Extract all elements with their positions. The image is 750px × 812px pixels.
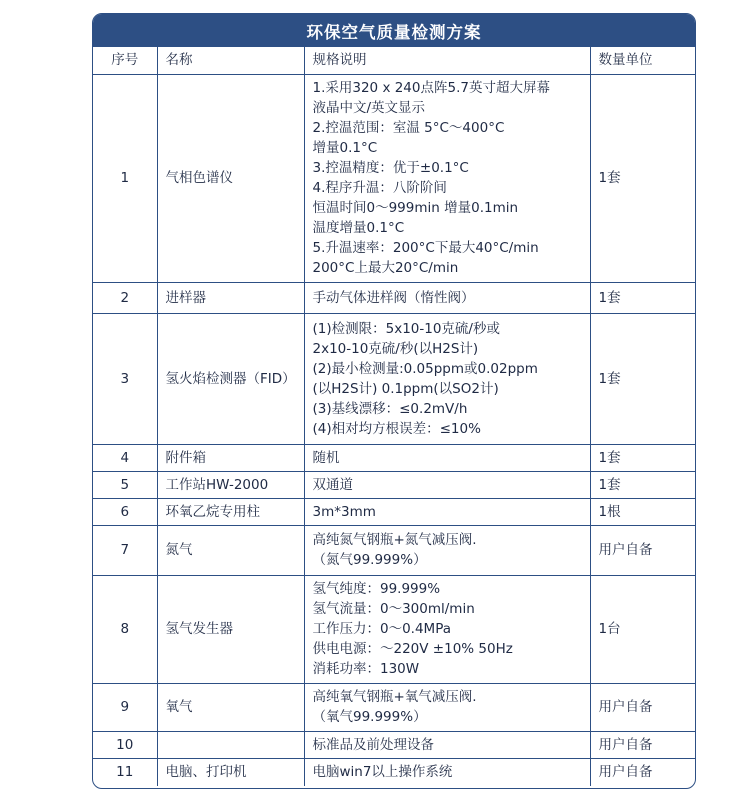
table-row [93,282,695,313]
row-quantity: 1套 [590,471,695,498]
row-name: 附件箱 [157,444,304,471]
table-row [93,74,695,282]
row-quantity: 用户自备 [590,731,695,758]
row-name: 氢火焰检测器（FID） [157,313,304,444]
row-number: 9 [93,683,157,731]
table-row [93,683,695,731]
equipment-table-card [92,13,696,789]
row-name: 电脑、打印机 [157,758,304,786]
row-quantity: 1根 [590,498,695,525]
row-number: 3 [93,313,157,444]
row-name: 工作站HW-2000 [157,471,304,498]
row-number: 6 [93,498,157,525]
row-spec: 随机 [304,444,590,471]
row-number: 4 [93,444,157,471]
row-name: 氢气发生器 [157,575,304,683]
row-number: 10 [93,731,157,758]
table-row [93,313,695,444]
row-spec: 1.采用320 x 240点阵5.7英寸超大屏幕 液晶中文/英文显示 2.控温范围：室温 5°C～400°C 增量0.1°C 3.控温精度：优于±0.1°C 4.程序升温：八阶阶间 恒温时间0～999min 增量0.1min 温度增量0.1°C 5.升温速率：200°C下最大40°C/min 200°C上最大20°C/min [304,74,590,282]
row-spec: 电脑win7以上操作系统 [304,758,590,786]
equipment-table [93,47,695,786]
row-name: 氮气 [157,525,304,575]
row-number: 2 [93,282,157,313]
row-name: 进样器 [157,282,304,313]
row-quantity: 1套 [590,74,695,282]
row-quantity: 用户自备 [590,525,695,575]
row-spec: 高纯氮气钢瓶+氮气减压阀. （氮气99.999%） [304,525,590,575]
row-number: 8 [93,575,157,683]
row-quantity: 1台 [590,575,695,683]
table-row [93,525,695,575]
row-spec: (1)检测限：5x10-10克硫/秒或 2x10-10克硫/秒(以H2S计) (2)最小检测量:0.05ppm或0.02ppm (以H2S计) 0.1ppm(以SO2计) (3)基线漂移：≤0.2mV/h (4)相对均方根误差：≤10% [304,313,590,444]
header-name: 名称 [157,47,304,74]
row-name: 氧气 [157,683,304,731]
header-spec: 规格说明 [304,47,590,74]
row-name [157,731,304,758]
header-quantity: 数量单位 [590,47,695,74]
row-spec: 标准品及前处理设备 [304,731,590,758]
table-title: 环保空气质量检测方案 [93,14,695,47]
table-row [93,498,695,525]
table-row [93,731,695,758]
row-spec: 高纯氧气钢瓶+氧气减压阀. （氧气99.999%） [304,683,590,731]
row-quantity: 1套 [590,282,695,313]
row-quantity: 用户自备 [590,758,695,786]
row-spec: 3m*3mm [304,498,590,525]
table-row [93,444,695,471]
row-spec: 氢气纯度：99.999% 氢气流量：0～300ml/min 工作压力：0～0.4MPa 供电电源：～220V ±10% 50Hz 消耗功率：130W [304,575,590,683]
table-row [93,575,695,683]
table-row [93,471,695,498]
row-number: 5 [93,471,157,498]
row-number: 1 [93,74,157,282]
table-row [93,758,695,786]
row-spec: 双通道 [304,471,590,498]
row-number: 11 [93,758,157,786]
row-spec: 手动气体进样阀（惰性阀） [304,282,590,313]
row-name: 气相色谱仪 [157,74,304,282]
row-quantity: 1套 [590,313,695,444]
row-quantity: 用户自备 [590,683,695,731]
row-number: 7 [93,525,157,575]
row-quantity: 1套 [590,444,695,471]
header-number: 序号 [93,47,157,74]
header-row [93,47,695,74]
row-name: 环氧乙烷专用柱 [157,498,304,525]
